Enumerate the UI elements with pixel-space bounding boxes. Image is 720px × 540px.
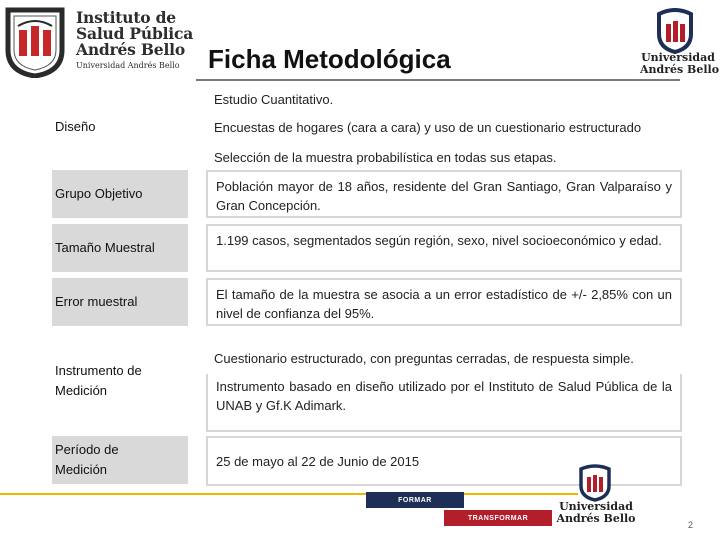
university-name-line1: Universidad (641, 51, 715, 64)
footer-university-crest-logo (578, 464, 612, 502)
periodo-text: 25 de mayo al 22 de Junio de 2015 (216, 453, 420, 469)
label-periodo (52, 436, 188, 484)
institute-seal-logo (4, 6, 66, 78)
label-instrumento-line2: Medición (55, 383, 108, 398)
diseno-line2: Encuestas de hogares (cara a cara) y uso de un cuestionario estructurado (214, 120, 642, 135)
label-diseno (52, 116, 188, 138)
institute-brand (76, 10, 196, 70)
university-name-line2: Andrés Bello (640, 63, 720, 76)
tamano-muestral-text: 1.199 casos, segmentados según región, sexo, nivel socioeconómico y edad. (216, 233, 662, 248)
label-grupo-objetivo-text: Grupo Objetivo (55, 186, 143, 201)
instrumento-line1: Cuestionario estructurado, con preguntas cerradas, de respuesta simple. (214, 351, 634, 366)
footer-university-line1: Universidad (559, 500, 633, 513)
footer-university-line2: Andrés Bello (556, 512, 636, 525)
cell-instrumento-line1 (206, 346, 682, 370)
diseno-line1: Estudio Cuantitativo. (214, 92, 334, 107)
cell-tamano-muestral (206, 224, 682, 272)
cell-diseno-line1 (206, 88, 682, 110)
footer-university-brand (556, 501, 636, 525)
label-error-muestral (52, 278, 188, 326)
transformar-text: TRANSFORMAR (467, 514, 529, 522)
instrumento-line2: Instrumento basado en diseño utilizado por el Instituto de Salud Pública de la UNAB y Gf.K Adimark. (216, 379, 672, 413)
label-error-muestral-text: Error muestral (55, 294, 138, 309)
institute-university-line: Universidad Andrés Bello (76, 61, 180, 70)
label-instrumento-line1: Instrumento de (55, 363, 142, 378)
transformar-banner (444, 510, 552, 526)
formar-banner (366, 492, 464, 508)
error-muestral-text: El tamaño de la muestra se asocia a un error estadístico de +/- 2,85% con un nivel de confianza del 95%. (216, 287, 672, 321)
cell-diseno-line3 (206, 146, 682, 168)
institute-name-line1: Instituto de (76, 8, 176, 27)
institute-name-line2: Salud Pública (76, 24, 194, 43)
label-tamano-muestral (52, 224, 188, 272)
formar-text: FORMAR (398, 496, 432, 504)
title-divider (196, 79, 680, 81)
page-number: 2 (688, 520, 694, 530)
page-title: Ficha Metodológica (208, 44, 451, 74)
institute-name-line3: Andrés Bello (76, 40, 185, 59)
cell-error-muestral (206, 278, 682, 326)
label-periodo-line2: Medición (55, 462, 108, 477)
diseno-line3: Selección de la muestra probabilística en todas sus etapas. (214, 150, 557, 165)
label-periodo-line1: Período de (55, 442, 119, 457)
cell-instrumento-line2 (206, 374, 682, 432)
label-tamano-muestral-text: Tamaño Muestral (55, 240, 155, 255)
cell-grupo-objetivo (206, 170, 682, 218)
grupo-objetivo-text: Población mayor de 18 años, residente del Gran Santiago, Gran Valparaíso y Gran Concepción. (216, 179, 672, 213)
footer-gold-line (0, 493, 578, 495)
label-diseno-text: Diseño (55, 119, 96, 134)
university-crest-logo (655, 8, 695, 54)
label-grupo-objetivo (52, 170, 188, 218)
university-brand (640, 51, 720, 76)
cell-diseno-line2 (206, 116, 682, 138)
label-instrumento (52, 356, 188, 406)
